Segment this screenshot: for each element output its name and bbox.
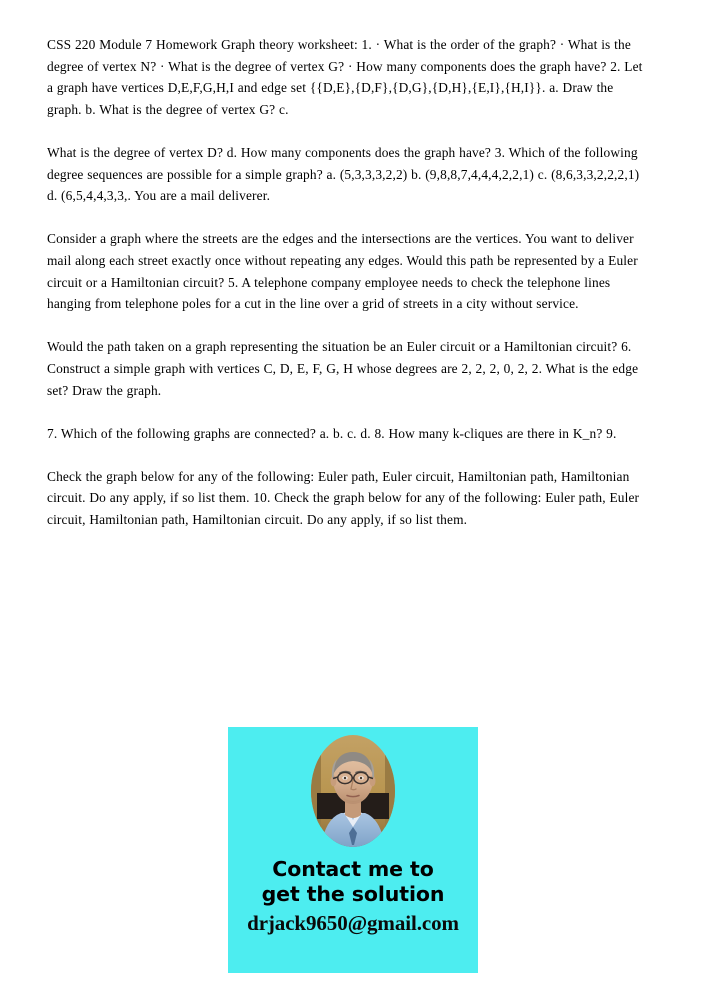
contact-advertisement-card bbox=[228, 727, 478, 973]
document-text-body bbox=[47, 34, 651, 531]
contact-headline-line-1: Contact me to bbox=[272, 857, 434, 881]
paragraph: Would the path taken on a graph representing the situation be an Euler circuit or a Hamiltonian circuit? 6. Construct a simple graph with vertices C, D, E, F, G, H whose degrees are 2, 2, 2, 0, 2, 2. What is the edge set? Draw the graph. bbox=[47, 339, 639, 398]
contact-email-address[interactable]: drjack9650@gmail.com bbox=[247, 911, 459, 935]
paragraph: What is the degree of vertex D? d. How many components does the graph have? 3. Which of the following degree sequences are possible for a simple graph? a. (5,3,3,3,2,2) b. (9,8,8,7,4,4,4,2,2,1) c. (8,6,3,3,2,2,2,1) d. (6,5,4,4,3,3,. You are a mail deliverer. bbox=[47, 144, 640, 204]
portrait-photo-icon bbox=[311, 735, 395, 847]
avatar bbox=[311, 735, 395, 847]
paragraph: 7. Which of the following graphs are connected? a. b. c. d. 8. How many k-cliques are there in K_n? 9. bbox=[47, 425, 617, 441]
contact-headline-line-2: get the solution bbox=[261, 882, 445, 906]
paragraph: CSS 220 Module 7 Homework Graph theory worksheet: 1. · What is the order of the graph? · What is the degree of vertex N? · What is the degree of vertex G? · How many components does the graph have? 2. Let a graph have vertices D,E,F,G,H,I and edge set {{D,E},{D,F},{D,G},{D,H},{E,I},{H,I}}. a. Draw the graph. b. What is the degree of vertex G? c. bbox=[47, 37, 643, 117]
paragraph: Consider a graph where the streets are the edges and the intersections are the vertices. You want to deliver mail along each street exactly once without repeating any edges. Would this path be represented by a Euler circuit or a Hamiltonian circuit? 5. A telephone company employee needs to check the telephone lines hanging from telephone poles for a cut in the line over a grid of streets in a city without service. bbox=[47, 231, 638, 312]
paragraph: Check the graph below for any of the following: Euler path, Euler circuit, Hamiltonian path, Hamiltonian circuit. Do any apply, if so list them. 10. Check the graph below for any of the following: Euler path, Euler circuit, Hamiltonian path, Hamiltonian circuit. Do any apply, if so list them. bbox=[47, 468, 640, 528]
